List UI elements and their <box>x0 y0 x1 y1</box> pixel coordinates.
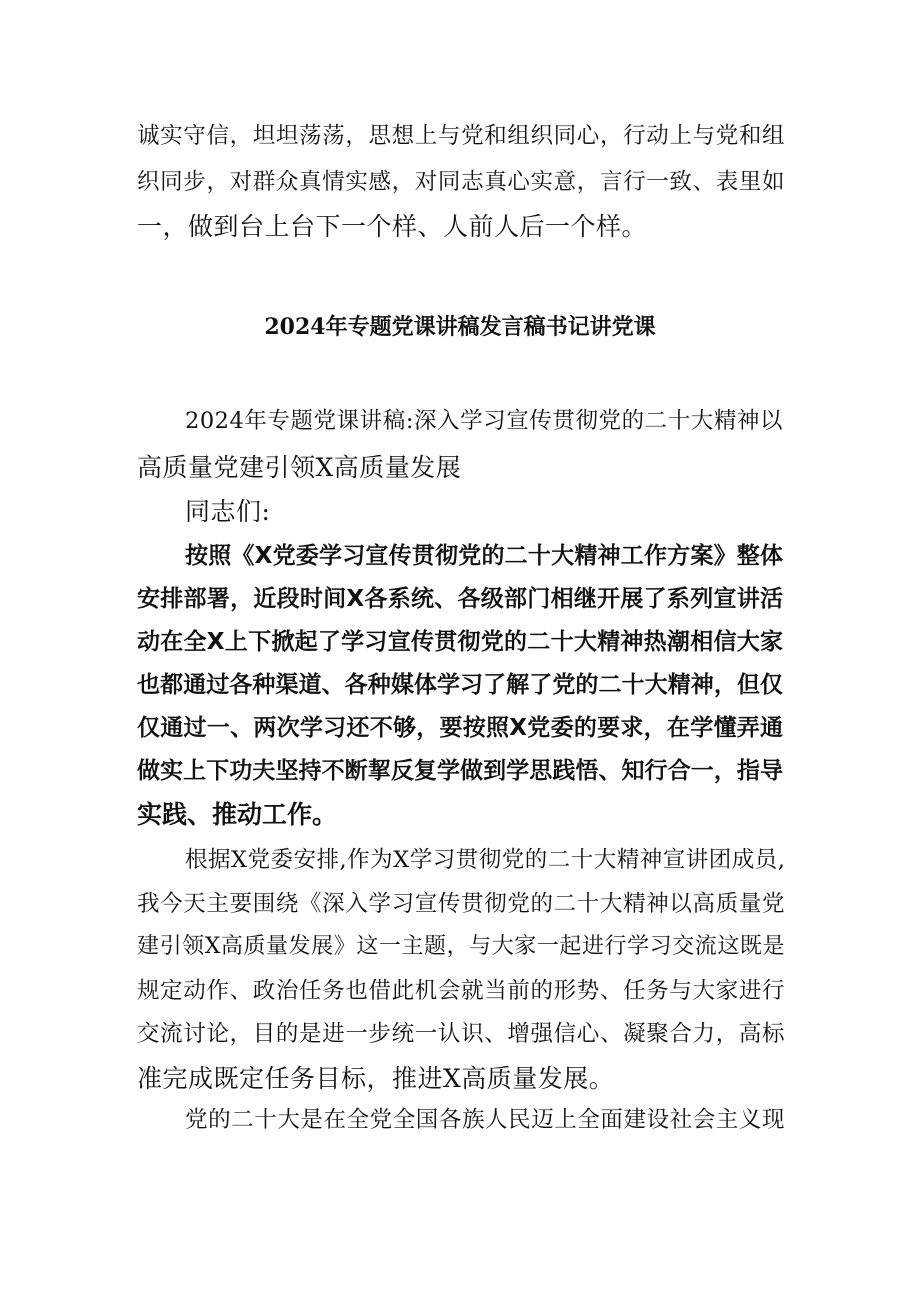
top-paragraph-line-1: 诚实守信，坦坦荡荡，思想上与党和组织同心，行动上与党和组 <box>137 123 785 149</box>
paragraph-2-line-3: 建引领X高质量发展》这一主题，与大家一起进行学习交流这既是 <box>137 934 785 959</box>
bold-paragraph-line-3: 动在全X上下掀起了学习宣传贯彻党的二十大精神热潮相信大家 <box>137 629 783 655</box>
bold-paragraph-line-7: 实践、推动工作。 <box>137 800 338 829</box>
paragraph-2-line-4: 规定动作、政治任务也借此机会就当前的形势、任务与大家进行 <box>137 978 785 1004</box>
bold-paragraph-line-1: 按照《X党委学习宣传贯彻党的二十大精神工作方案》整体 <box>185 543 783 569</box>
top-paragraph-line-2: 织同步，对群众真情实感，对同志真心实意，言行一致、表里如 <box>137 169 785 195</box>
salutation: 同志们: <box>185 497 271 526</box>
bold-paragraph-line-2: 安排部署，近段时间X各系统、各级部门相继开展了系列宣讲活 <box>137 586 783 612</box>
subtitle-line-1: 2024年专题党课讲稿:深入学习宣传贯彻党的二十大精神以 <box>185 408 783 434</box>
bold-paragraph-line-6: 做实上下功夫坚持不断挈反复学做到学思践悟、知行合一，指导 <box>137 758 783 784</box>
paragraph-2-line-6: 准完成既定任务目标，推进X高质量发展。 <box>137 1064 615 1093</box>
document-heading: 2024年专题党课讲稿发言稿书记讲党课 <box>264 314 656 340</box>
paragraph-2-line-1: 根据X党委安排,作为X学习贯彻党的二十大精神宣讲团成员, <box>185 847 786 873</box>
paragraph-2-line-5: 交流讨论，目的是进一步统一认识、增强信心、凝聚合力，高标 <box>137 1021 785 1047</box>
bold-paragraph-line-5: 仅通过一、两次学习还不够，要按照X党委的要求，在学懂弄通 <box>137 715 783 741</box>
bold-paragraph-line-4: 也都通过各种渠道、各种媒体学习了解了党的二十大精神，但仅 <box>137 672 783 698</box>
top-paragraph-line-3: 一，做到台上台下一个样、人前人后一个样。 <box>137 212 648 241</box>
paragraph-3-line-1: 党的二十大是在全党全国各族人民迈上全面建设社会主义现 <box>185 1107 785 1133</box>
paragraph-2-line-2: 我今天主要围绕《深入学习宣传贯彻党的二十大精神以高质量党 <box>137 891 785 917</box>
subtitle-line-2: 高质量党建引领X高质量发展 <box>137 453 462 482</box>
